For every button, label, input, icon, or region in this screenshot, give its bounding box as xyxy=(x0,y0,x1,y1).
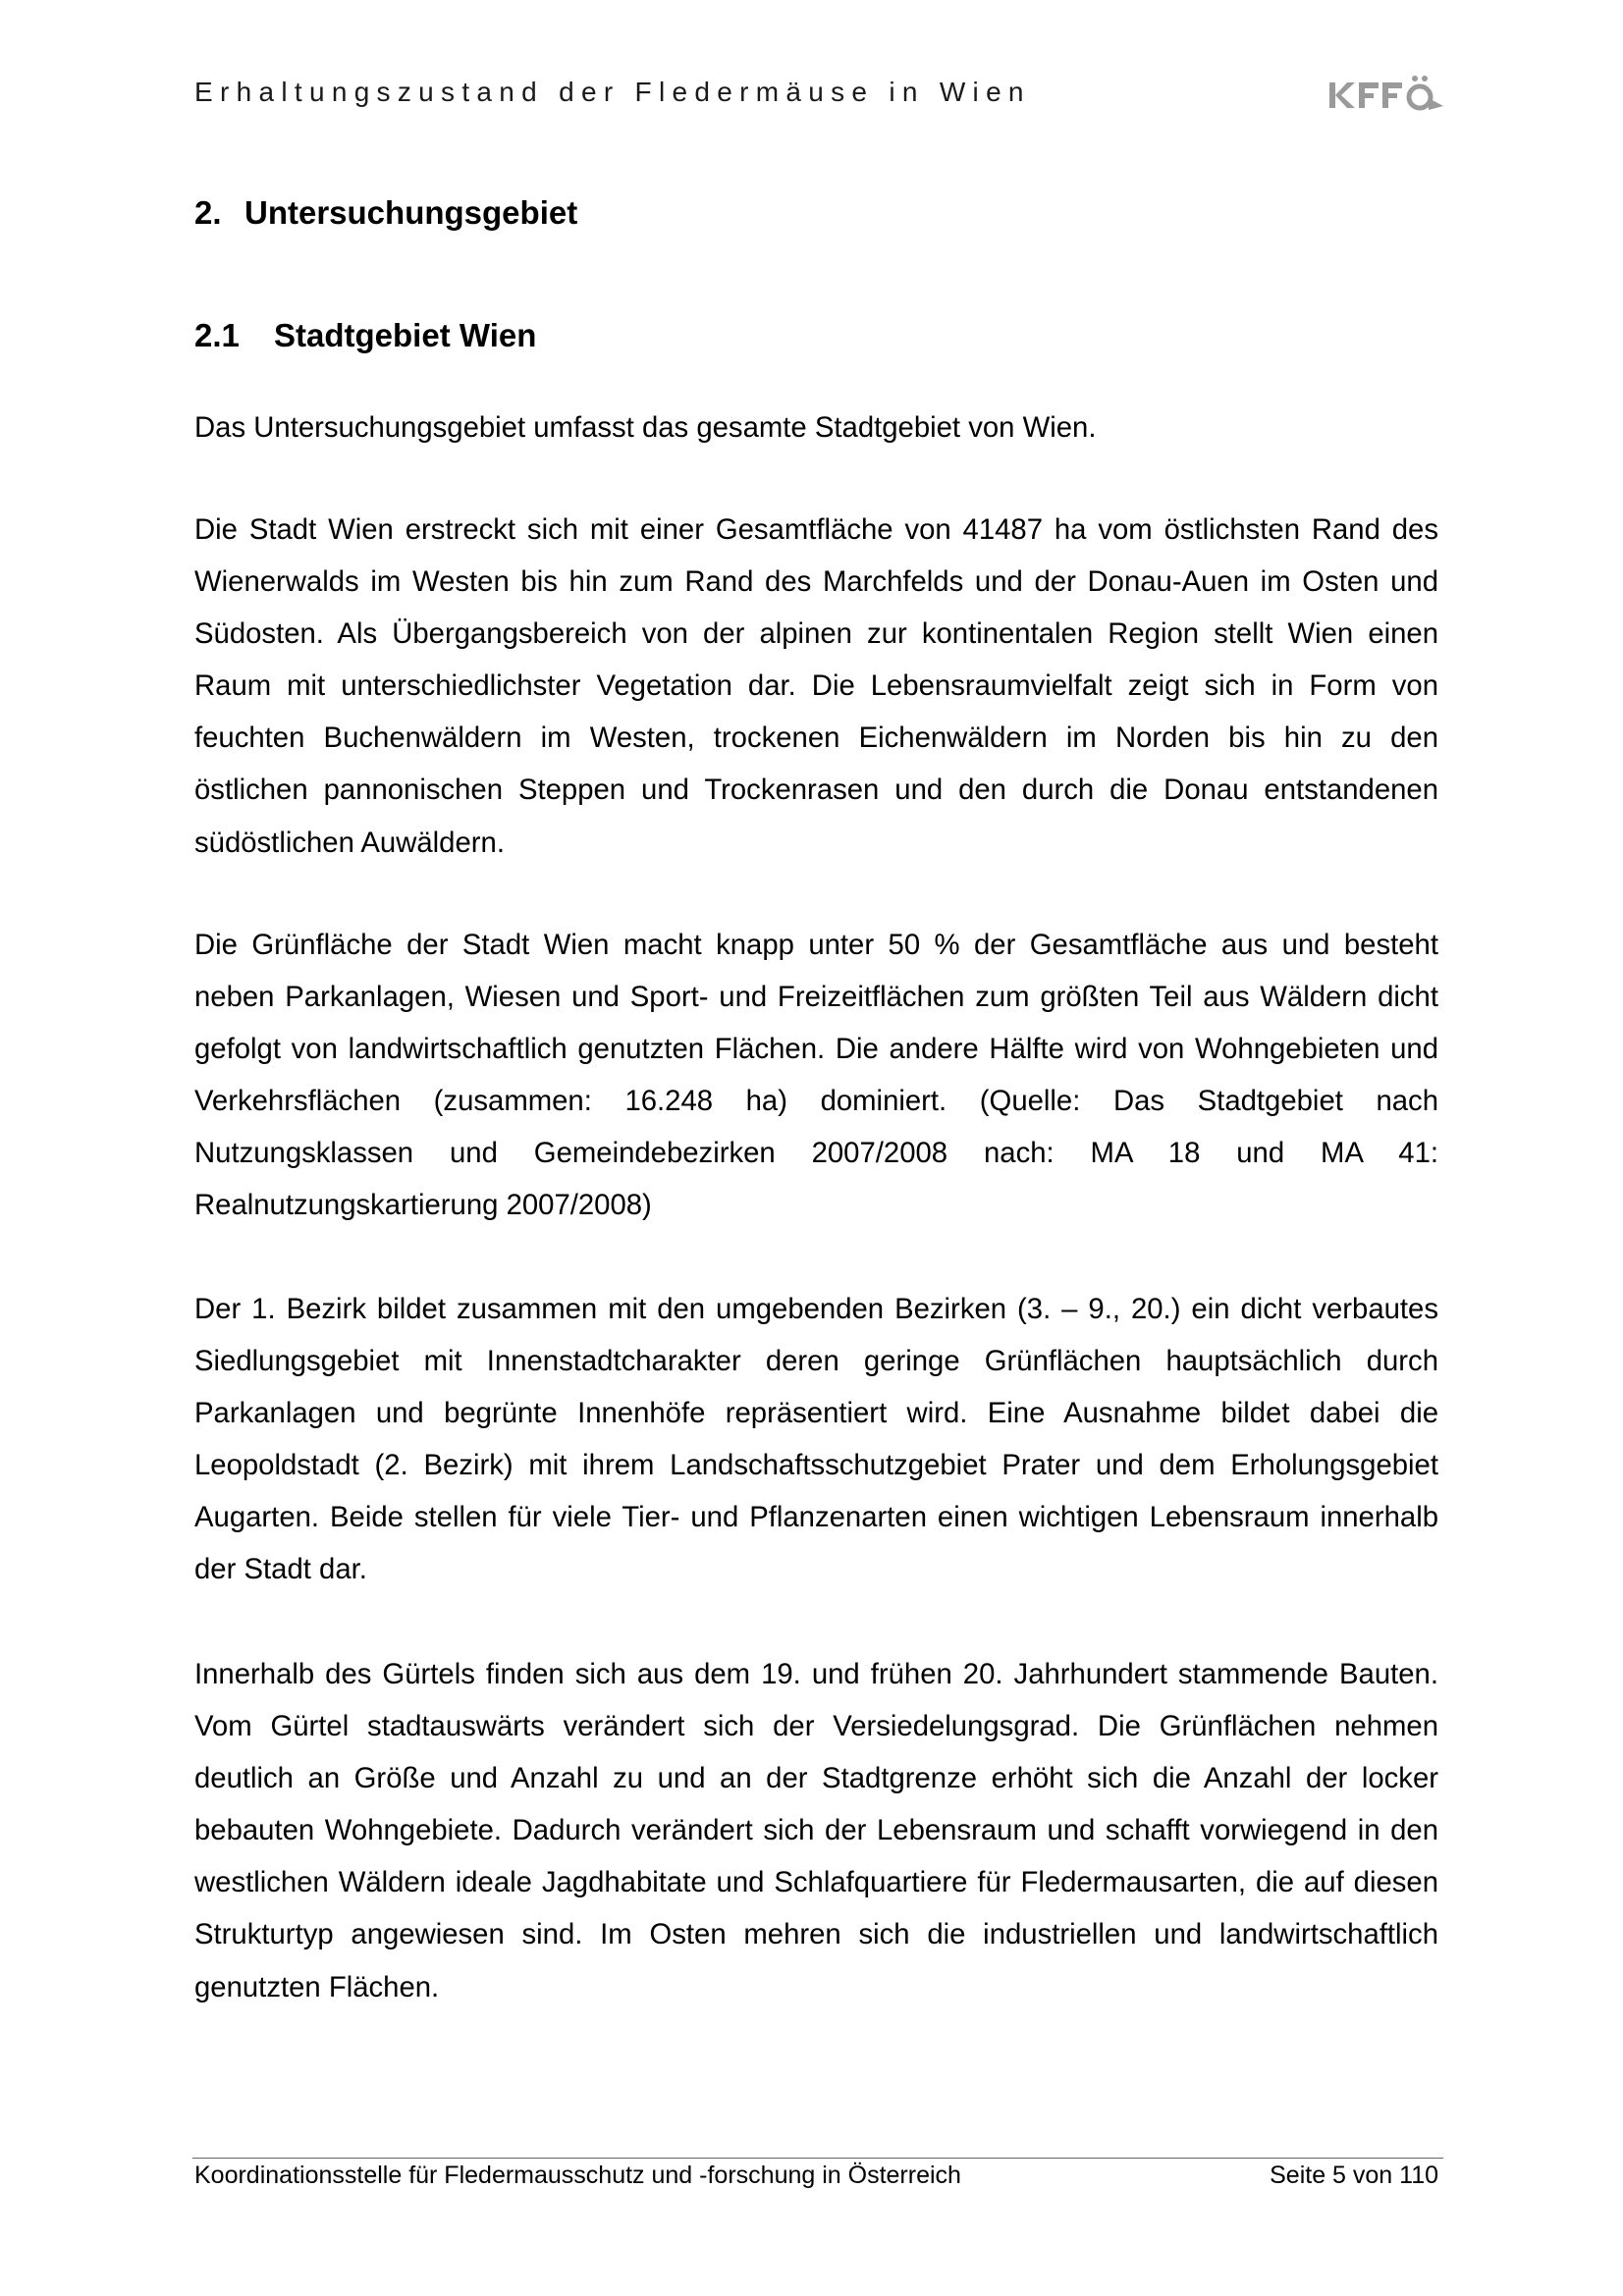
subsection-title: Stadtgebiet Wien xyxy=(274,317,537,353)
kffoe-logo xyxy=(1327,71,1443,116)
running-header-title: Erhaltungszustand der Fledermäuse in Wien xyxy=(194,77,1031,107)
footer-divider xyxy=(192,2158,1443,2159)
section-number: 2. xyxy=(194,194,222,231)
section-title: Untersuchungsgebiet xyxy=(244,194,578,231)
subsection-heading xyxy=(194,317,536,354)
paragraph-districts: Der 1. Bezirk bildet zusammen mit den umgebenden Bezirken (3. – 9., 20.) ein dicht verbautes Siedlungsgebiet mit Innenstadtcharakter deren geringe Grünflächen hauptsächlich durch Parkanlagen und begrünte Innenhöfe repräsentiert wird. Eine Ausnahme bildet dabei die Leopoldstadt (2. Bezirk) mit ihrem Landschaftsschutzgebiet Prater und dem Erholungsgebiet Augarten. Beide stellen für viele Tier- und Pflanzenarten einen wichtigen Lebensraum innerhalb der Stadt dar. xyxy=(194,1293,1438,1586)
paragraph-green-space: Die Grünfläche der Stadt Wien macht knapp unter 50 % der Gesamtfläche aus und besteht neben Parkanlagen, Wiesen und Sport- und Freizeitflächen zum größten Teil aus Wäldern dicht gefolgt von landwirtschaftlich genutzten Flächen. Die andere Hälfte wird von Wohngebieten und Verkehrsflächen (zusammen: 16.248 ha) dominiert. (Quelle: Das Stadtgebiet nach Nutzungsklassen und Gemeindebezirken 2007/2008 nach: MA 18 und MA 41: Realnutzungskartierung 2007/2008) xyxy=(194,929,1438,1222)
paragraph-area: Die Stadt Wien erstreckt sich mit einer Gesamtfläche von 41487 ha vom östlichsten Rand des Wienerwalds im Westen bis hin zum Rand des Marchfelds und der Donau-Auen im Osten und Südosten. Als Übergangsbereich von der alpinen zur kontinentalen Region stellt Wien einen Raum mit unterschiedlichster Vegetation dar. Die Lebensraumvielfalt zeigt sich in Form von feuchten Buchenwäldern im Westen, trockenen Eichenwäldern im Norden bis hin zu den östlichen pannonischen Steppen und Trockenrasen und den durch die Donau entstandenen südöstlichen Auwäldern. xyxy=(194,513,1438,859)
subsection-number: 2.1 xyxy=(194,317,240,353)
footer-organization: Koordinationsstelle für Fledermausschutz und -forschung in Österreich xyxy=(194,2162,961,2189)
page-number: Seite 5 von 110 xyxy=(1270,2162,1438,2189)
paragraph-intro: Das Untersuchungsgebiet umfasst das gesamte Stadtgebiet von Wien. xyxy=(194,411,1097,444)
section-heading xyxy=(194,194,577,232)
paragraph-guertel: Innerhalb des Gürtels finden sich aus dem 19. und frühen 20. Jahrhundert stammende Bauten. Vom Gürtel stadtauswärts verändert sich der Versiedelungsgrad. Die Grünflächen nehmen deutlich an Größe und Anzahl zu und an der Stadtgrenze erhöht sich die Anzahl der locker bebauten Wohngebiete. Dadurch verändert sich der Lebensraum und schafft vorwiegend in den westlichen Wäldern ideale Jagdhabitate und Schlafquartiere für Fledermausarten, die auf diesen Strukturtyp angewiesen sind. Im Osten mehren sich die industriellen und landwirtschaftlich genutzten Flächen. xyxy=(194,1658,1438,2003)
